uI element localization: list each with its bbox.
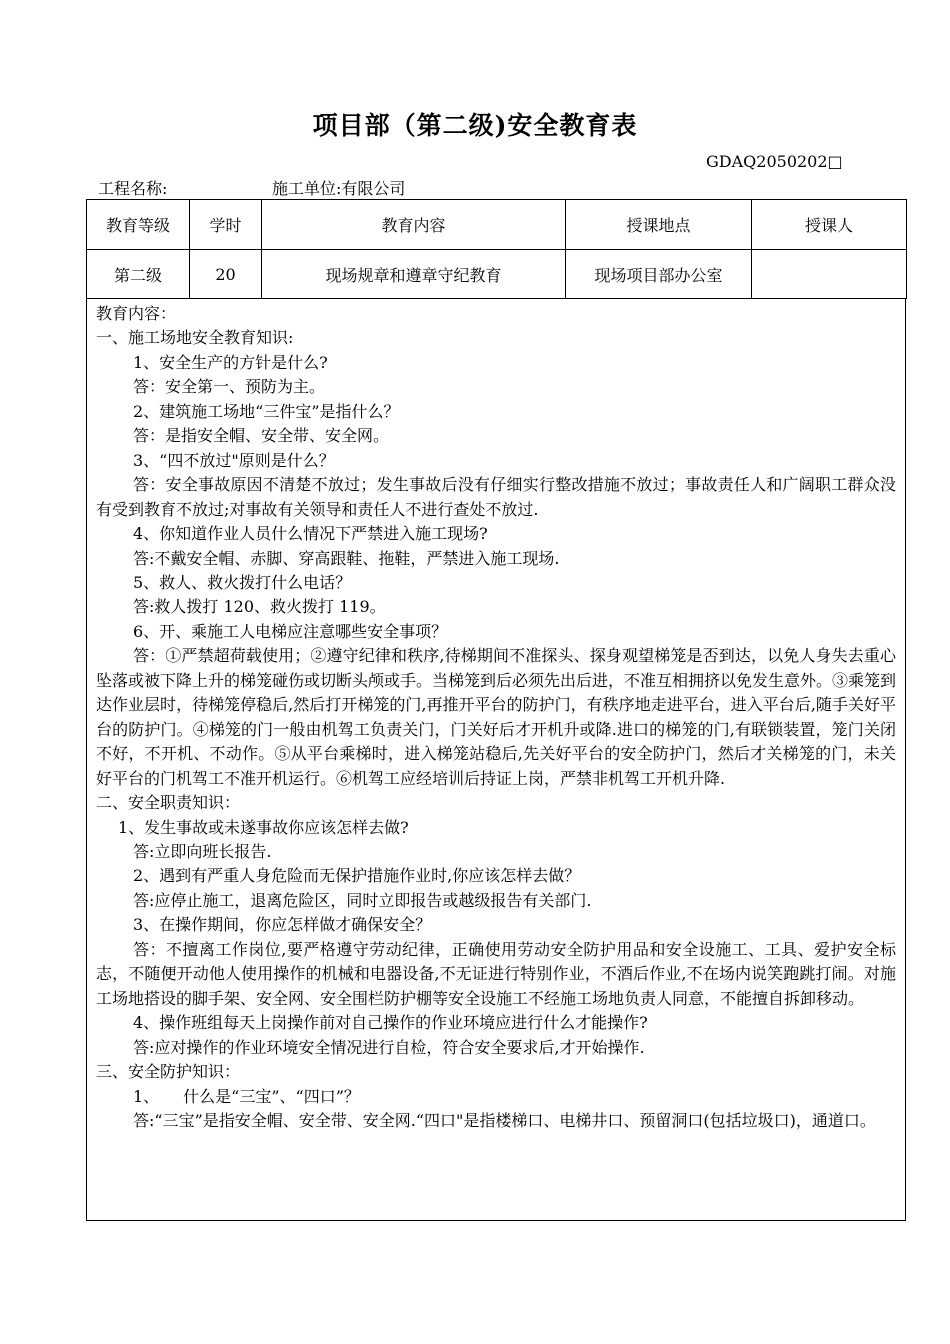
content-heading: 教育内容： [96,304,177,323]
education-content-box [86,298,906,1221]
question: 1、安全生产的方针是什么? [133,352,328,372]
table-row [87,250,907,299]
question: 5、救人、救火拨打什么电话？ [133,572,352,592]
header-cell-hours: 学时 [190,200,262,250]
question: 4、操作班组每天上岗操作前对自己操作的作业环境应进行什么才能操作? [133,1013,648,1033]
answer: 答：安全事故原因不清楚不放过；发生事故后没有仔细实行整改措施不放过；事故责任人和广阔职工群众没有受到教育不放过;对事故有关领导和责任人不进行查处不放过. [96,475,896,519]
answer: 答：①严禁超荷载使用；②遵守纪律和秩序,待梯期间不准探头、探身观望梯笼是否到达，以免人身失去重心坠落或被下降上升的梯笼碰伤或切断头颅或手。当梯笼到后必须先出后进，不准互相拥挤以免发生意外。③乘笼到达作业层时，待梯笼停稳后,然后打开梯笼的门,再推开平台的防护门，有秩序地走进平台，进入平台后,随手关好平台的防护门。④梯笼的门一般由机驾工负责关门，门关好后才开机升或降.进口的梯笼的门,有联锁装置，笼门关闭不好，不开机、不动作。⑤从平台乘梯时，进入梯笼站稳后,先关好平台的安全防护门，然后才关梯笼的门，未关好平台的门机驾工不准开机运行。⑥机驾工应经培训后持证上岗，严禁非机驾工开机升降. [96,646,897,788]
answer: 答：安全第一、预防为主。 [133,377,326,397]
answer: 答:救人拨打 120、救火拨打 119。 [133,597,386,617]
header-cell-level: 教育等级 [87,200,190,250]
question: 3、在操作期间，你应怎样做才确保安全？ [133,915,432,935]
answer: 答：不擅离工作岗位,要严格遵守劳动纪律，正确使用劳动安全防护用品和安全设施工、工具、爱护安全标志，不随便开动他人使用操作的机械和电器设备,不无证进行特别作业，不酒后作业,不在场内说笑跑跳打闹。对施工场地搭设的脚手架、安全网、安全围栏防护棚等安全设施工不经施工场地负责人同意，不能擅自拆卸移动。 [96,939,896,1008]
cell-location: 现场项目部办公室 [566,250,752,299]
education-table [86,199,907,299]
question: 6、开、乘施工人电梯应注意哪些安全事项？ [133,621,448,641]
answer: 答:应对操作的作业环境安全情况进行自检，符合安全要求后,才开始操作. [133,1037,645,1057]
section-title: 二、安全职责知识： [96,793,241,813]
question: 2、遇到有严重人身危险而无保护措施作业时,你应该怎样去做？ [133,866,581,886]
cell-hours: 20 [190,250,262,299]
header-cell-location: 授课地点 [566,200,752,250]
answer: 答:不戴安全帽、赤脚、穿高跟鞋、拖鞋，严禁进入施工现场. [133,548,560,568]
construction-unit-label: 施工单位:有限公司 [272,179,406,198]
page-title: 项目部（第二级)安全教育表 [312,111,638,140]
answer: 答:应停止施工，退离危险区，同时立即报告或越级报告有关部门. [133,890,592,910]
cell-level: 第二级 [87,250,190,299]
header-cell-content: 教育内容 [262,200,566,250]
question: 3、“四不放过"原则是什么？ [133,450,335,470]
question: 4、你知道作业人员什么情况下严禁进入施工现场? [133,524,488,544]
cell-teacher [752,250,907,299]
table-header-row [87,200,907,250]
question: 1、发生事故或未遂事故你应该怎样去做? [118,817,409,837]
answer: 答:“三宝”是指安全帽、安全带、安全网.“四口"是指楼梯口、电梯井口、预留洞口(包括垃圾口)，通道口。 [133,1110,876,1130]
answer: 答：是指安全帽、安全带、安全网。 [133,426,390,446]
question: 2、建筑施工场地“三件宝”是指什么？ [133,401,400,421]
section-title: 一、施工场地安全教育知识: [96,328,294,348]
header-cell-teacher: 授课人 [752,200,907,250]
cell-content: 现场规章和遵章守纪教育 [262,250,566,299]
question: 1、 什么是“三宝”、“四口”？ [133,1086,360,1106]
project-name-label: 工程名称: [98,179,168,198]
section-title: 三、安全防护知识： [96,1062,241,1082]
form-code: GDAQ2050202□ [706,152,843,171]
answer: 答:立即向班长报告. [133,841,272,861]
